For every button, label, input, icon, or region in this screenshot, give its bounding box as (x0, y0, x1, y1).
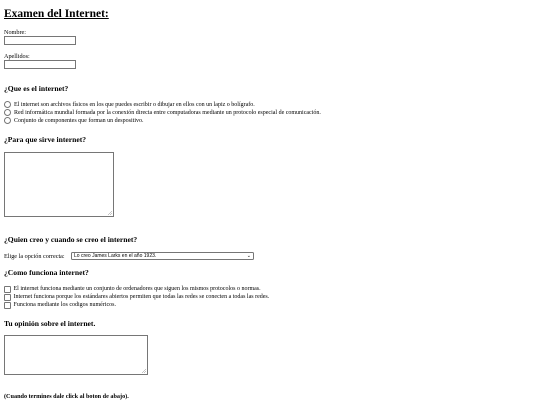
q1-option-3-label: Conjunto de componentes que forman un despositivo. (14, 117, 144, 124)
footer-note: (Cuando termines dale click al boton de abajo). (4, 393, 129, 400)
checkbox[interactable] (4, 294, 11, 301)
apellidos-label: Apellidos: (4, 53, 30, 60)
chevron-down-icon[interactable]: ⌄ (246, 253, 251, 259)
q4-option-1[interactable] (4, 286, 261, 293)
q1-option-2[interactable] (4, 109, 321, 116)
q1-option-2-label: Red informática mundial formada por la conexión directa entre computadoras mediante un protocolo especial de comunicación. (14, 109, 321, 116)
q3-select[interactable] (71, 252, 254, 260)
q1-option-1[interactable] (4, 101, 255, 108)
q1-heading: ¿Que es el internet? (4, 84, 69, 93)
q2-answer-textarea[interactable] (4, 152, 114, 217)
q4-option-2[interactable] (4, 294, 269, 301)
q1-option-1-label: El internet son archivos físicos en los que puedes escribir o dibujar en ellos con un lapiz o bolígrafo. (14, 101, 255, 108)
radio-button[interactable] (4, 101, 11, 108)
q1-option-3[interactable] (4, 117, 143, 124)
nombre-input[interactable] (4, 36, 76, 45)
resize-grip-icon[interactable] (108, 211, 112, 215)
resize-grip-icon[interactable] (142, 369, 146, 373)
q4-heading: ¿Como funciona internet? (4, 268, 89, 277)
q2-heading: ¿Para que sirve internet? (4, 135, 87, 144)
nombre-label: Nombre: (4, 29, 26, 36)
checkbox[interactable] (4, 286, 11, 293)
q4-option-1-label: El internet funciona mediante un conjunto de ordenadores que siguen los mismos protocolos o normas. (13, 286, 261, 293)
apellidos-input[interactable] (4, 60, 76, 69)
q5-heading: Tu opinión sobre el internet. (4, 319, 96, 328)
radio-button[interactable] (4, 117, 11, 124)
q4-option-3[interactable] (4, 302, 116, 309)
q5-opinion-textarea[interactable] (4, 335, 148, 375)
q3-heading: ¿Quien creo y cuando se creo el internet? (4, 235, 138, 244)
q4-option-3-label: Funciona mediante los codigos numéricos. (13, 302, 116, 309)
q3-selected-option: Lo creo James Larks en el año 1923. (74, 253, 157, 259)
q4-option-2-label: Internet funciona porque los estándares abiertos permiten que todas las redes se conecten a todas las redes. (13, 294, 270, 301)
radio-button[interactable] (4, 109, 11, 116)
page-title: Examen del Internet: (4, 8, 109, 20)
checkbox[interactable] (4, 302, 11, 309)
q3-select-label: Elige la opción correcta: (4, 253, 65, 260)
